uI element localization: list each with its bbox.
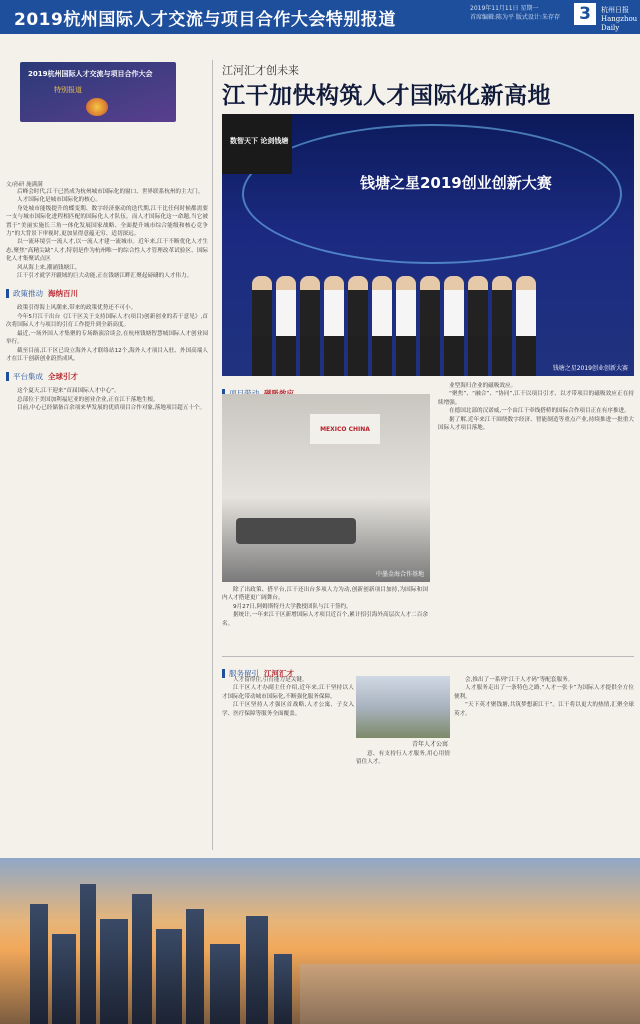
sofa xyxy=(236,518,356,544)
office-photo-caption: 中墨金海合作基地 xyxy=(375,571,424,578)
building xyxy=(52,934,76,1024)
section-sub: 海纳百川 xyxy=(48,289,78,299)
logo-line1: 2019杭州国际人才交流与项目合作大会 xyxy=(28,70,153,78)
policy-paragraph: 最近,一场外国人才集聚的专场路演洽谈会,在杭州钱塘智慧城国际人才创业园举行。 xyxy=(6,330,208,346)
person xyxy=(468,276,488,376)
person xyxy=(252,276,272,376)
apartment-photo xyxy=(356,676,450,748)
service-paragraph: 意、有支持行人才服务,用心用情留住人才。 xyxy=(356,751,450,766)
policy-paragraph: 截至目前,江干区已设立海外人才联络站12个,海外人才项目入驻、外国高端人才在江干创新创业蔚然成风。 xyxy=(6,347,208,362)
service-column-3 xyxy=(454,676,634,718)
service-paragraph: 江干区坚持人才强区首战略,人才公寓、子女入学、医疗保障等服务全面覆盖。 xyxy=(222,702,354,717)
person xyxy=(444,276,464,376)
policy-paragraph: 政策引得海上风潮来,带来的政策优势还不可小。 xyxy=(17,305,137,312)
byline: 文/孙研 施满满 xyxy=(6,182,43,188)
service-column-2 xyxy=(356,750,450,767)
people-group xyxy=(252,254,552,376)
horizontal-rule xyxy=(222,656,634,657)
project-paragraph: 除了出政策、搭平台,江干还出台多项人力为动,创新创新项目加持,为国际和国内人才搭建更广阔舞台。 xyxy=(222,587,428,602)
intro-paragraph: 后峰会时代,江干已然成为杭州城市国际化的窗口、世界联系杭州的主大门。 xyxy=(17,189,204,195)
kicker: 江河汇才创未来 xyxy=(222,64,299,77)
service-paragraph: 人才服务走出了一条特色之路,“人才一张卡”为国际人才提供全方位便利。 xyxy=(454,685,634,700)
right-column xyxy=(438,382,634,432)
building xyxy=(274,954,292,1024)
masthead xyxy=(0,0,640,34)
river xyxy=(300,964,640,1024)
platform-paragraph: 总部位于美国加利福尼亚的创业企业,正在江干落地生根。 xyxy=(17,396,159,403)
masthead-title: 2019杭州国际人才交流与项目合作大会特别报道 xyxy=(14,10,396,30)
intro-paragraph: 风从海上来,潮涌钱塘江。 xyxy=(17,264,81,271)
policy-paragraph: 今年5月江干出台《江干区关于支持国际人才(项目)创新创业的若干意见》,首次将国际人才与项目的引育工作提升到全新高度。 xyxy=(6,313,208,329)
apartment-photo-caption: 青年人才公寓 xyxy=(411,741,448,748)
project-paragraph: 据统计,一年来江干区新增国际人才项目近百个,累计招引海外高层次人才二百余名。 xyxy=(222,612,428,627)
intro-paragraph: 江干引才就学开疆域的巨大动能,正在钱塘江畔汇聚起磅礴的人才伟力。 xyxy=(17,273,193,280)
paper-name-cn: 杭州日报 xyxy=(601,6,629,14)
right-paragraph: 据了解,近年来江干围绕数字经济、智能制造等重点产业,持续推进一批重大国际人才项目落地。 xyxy=(438,416,634,432)
building xyxy=(132,894,152,1024)
right-paragraph: 在德国北部的汉诺威,一个由江干牵线搭桥的国际合作项目正在有序推进。 xyxy=(449,408,630,415)
stage-title: 钱塘之星2019创业创新大赛 xyxy=(360,174,552,192)
section-label: 服务留引 xyxy=(229,669,259,678)
person xyxy=(348,276,368,376)
editors-line: 首席编辑:陈为平 版式设计:朱存存 xyxy=(470,14,560,21)
building xyxy=(210,944,240,1024)
section-bar xyxy=(6,289,9,298)
headline: 江干加快构筑人才国际化新高地 xyxy=(222,83,551,109)
service-paragraph: 江干区人才办副主任介绍,近年来,江干坚持以人才国际化带动城市国际化,不断强化服务保障。 xyxy=(222,685,354,700)
building xyxy=(156,929,182,1024)
city-skyline-photo xyxy=(0,858,640,1024)
office-sign-text: MEXICO CHINA xyxy=(320,426,370,433)
intro-paragraph: 以一流环境引一流人才,以一流人才建一流城市。近年来,江干不断优化人才生态,聚焦“高精尖缺”人才,特别是作为杭州唯一的综合性人才管理改革试验区、国际化人才集聚试点区 xyxy=(6,239,208,263)
person xyxy=(396,276,416,376)
paper-name-en: Hangzhou Daily xyxy=(601,15,638,32)
left-column xyxy=(6,62,208,413)
person xyxy=(324,276,344,376)
main-photo-caption: 钱塘之星2019创业创新大赛 xyxy=(552,365,628,372)
building xyxy=(80,884,96,1024)
screen-text: 数智天下 论剑钱塘 xyxy=(230,137,289,145)
stage-arc xyxy=(242,124,622,264)
special-report-logo xyxy=(20,62,176,122)
office-sign xyxy=(310,414,380,444)
section-sub: 江河汇才 xyxy=(264,669,294,678)
person xyxy=(300,276,320,376)
stage-screen xyxy=(222,114,292,174)
building xyxy=(186,909,204,1024)
office-photo xyxy=(222,394,430,582)
service-paragraph: “天下英才聚钱塘,共筑梦想新江干”。江干将以更大的热情,汇聚全球英才。 xyxy=(454,702,634,717)
date-line: 2019年11月11日 星期一 xyxy=(470,5,539,12)
section-label: 政策推动 xyxy=(13,289,43,299)
section-head-policy xyxy=(6,288,208,299)
person xyxy=(516,276,536,376)
platform-paragraph: 这个夏天,江干迎来“首届国际人才中心”。 xyxy=(17,388,120,395)
paper-name xyxy=(601,6,640,33)
person xyxy=(492,276,512,376)
project-paragraph: 9月27日,阿姆斯特丹大学教授团队与江干签约。 xyxy=(233,603,352,610)
building xyxy=(30,904,48,1024)
page-number: 3 xyxy=(574,3,596,25)
platform-paragraph: 目前,中心已经储备百余项来华发展的优质项目合作对象,落地项目超五十个。 xyxy=(17,405,206,412)
service-column xyxy=(222,676,354,718)
section-bar xyxy=(6,372,9,381)
intro-paragraph: 人才国际化是城市国际化的核心。 xyxy=(17,197,101,204)
person xyxy=(276,276,296,376)
section-label: 平台集成 xyxy=(13,372,43,382)
masthead-meta xyxy=(470,4,560,22)
service-paragraph: 会,推出了一系列“江干人才码”等配套服务。 xyxy=(465,677,574,683)
right-paragraph: 业型海归企业的磁吸效应。 xyxy=(449,383,517,389)
building xyxy=(246,916,268,1024)
section-sub: 全球引才 xyxy=(48,372,78,382)
person xyxy=(420,276,440,376)
logo-line2: 特别报道 xyxy=(54,86,82,94)
section-head-platform xyxy=(6,371,208,382)
column-divider xyxy=(212,60,213,850)
service-paragraph: 人才留得住,引育能力是关键。 xyxy=(233,677,308,683)
person xyxy=(372,276,392,376)
right-paragraph: “聚焦”、“融合”、“协同”,江干以项目引才、以才带项目的磁吸效应正在持续增强。 xyxy=(438,391,634,406)
intro-paragraph: 身处城市能级提升的蝶变期、数字经济驱动的迭代期,江干比任何时候都需要一支与城市国际化进程相匹配的国际化人才队伍。而人才国际化这一命题,当它被置于“美丽实施长三角一体化发展国家战略、全面提升城市综合能级和核心竞争力”的大背景下审视时,更加显得意蕴无穷、适切深远。 xyxy=(6,205,208,238)
building xyxy=(100,919,128,1024)
emblem-icon xyxy=(86,98,108,116)
main-photo xyxy=(222,114,634,376)
project-column xyxy=(222,586,428,628)
